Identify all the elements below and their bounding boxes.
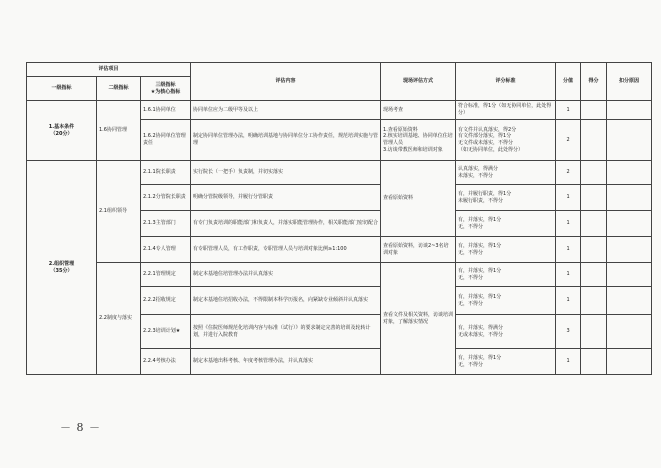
- sub-2-2: 2.2制度与落实: [97, 263, 141, 375]
- category-basic-label: 1.基本条件: [48, 123, 75, 130]
- score-2-2-4: 1: [556, 349, 581, 375]
- item-2-1-1: 2.1.1院长职责: [141, 161, 191, 185]
- standard-2-2-2: 有，并落实，得1分 无，不得分: [456, 287, 556, 315]
- score-2-1-2: 1: [556, 185, 581, 211]
- table-header-row-1: [27, 63, 652, 77]
- header-deduct: 扣分原因: [607, 63, 652, 101]
- method-2-1: 查看原始资料: [381, 161, 456, 237]
- content-2-2-4: 制定本基地出科考核、年度考核管理办法，并认真落实: [191, 349, 381, 375]
- header-level1: 一级指标: [27, 77, 97, 101]
- deduct-2-1-2: [607, 185, 652, 211]
- category-basic-points: （20分）: [50, 130, 73, 137]
- content-2-1-1: 实行院长（一把手）负责制，并切实落实: [191, 161, 381, 185]
- got-2-1-2: [581, 185, 607, 211]
- got-2-2-2: [581, 287, 607, 315]
- table-row: [27, 161, 652, 185]
- header-content: 评估内容: [191, 63, 381, 101]
- header-level3-title: 三级指标: [155, 81, 176, 88]
- standard-2-1-1: 认真落实，得满分 未落实，不得分: [456, 161, 556, 185]
- content-2-1-4: 有专职管理人员，有工作职责，专职管理人员与培训对象比例≥1:100: [191, 237, 381, 263]
- item-2-2-4: 2.2.4考核办法: [141, 349, 191, 375]
- item-2-1-4: 2.1.4专人管理: [141, 237, 191, 263]
- item-1-6-2: 1.6.2协同单位管理责任: [141, 120, 191, 161]
- item-2-2-3: 2.2.3培训计划★: [141, 315, 191, 349]
- method-2-1-4: 查看原始资料，访谈2~3名培训对象: [381, 237, 456, 263]
- header-level3: [141, 77, 191, 101]
- standard-2-2-3: 有，并落实，得满分 无或未落实，不得分: [456, 315, 556, 349]
- standard-2-2-1: 有，并落实，得1分 无，不得分: [456, 263, 556, 287]
- header-got: 得分: [581, 63, 607, 101]
- category-management-points: （35分）: [50, 267, 73, 274]
- content-1-6-2: 制定协同单位管理办法，明确培训基地与协同单位分工协作责任，规范培训实施与管理: [191, 120, 381, 161]
- content-2-1-2: 明确分管院级领导，并履行分管职责: [191, 185, 381, 211]
- got-2-1-1: [581, 161, 607, 185]
- score-2-2-2: 1: [556, 287, 581, 315]
- sub-2-1: 2.1组织领导: [97, 161, 141, 263]
- header-standard: 评分标准: [456, 63, 556, 101]
- standard-2-2-4: 有，并落实，得1分 无，不得分: [456, 349, 556, 375]
- category-management-label: 2.组织管理: [48, 260, 75, 267]
- deduct-2-2-4: [607, 349, 652, 375]
- method-1-6-2: 1.查看原始资料 2.核实培训基地、协同单位住培管理人员 3.访谈带教医师和培训对象: [381, 120, 456, 161]
- score-2-1-1: 2: [556, 161, 581, 185]
- got-1-6-2: [581, 120, 607, 161]
- score-2-2-3: 3: [556, 315, 581, 349]
- sub-1-6: 1.6协同管理: [97, 101, 141, 161]
- header-group: 评估项目: [27, 63, 191, 77]
- standard-1-6-2: 有文件并认真落实，得2分 有文件部分落实，得1分 无文件或未落实，不得分 （如无协同单位，此处得分）: [456, 120, 556, 161]
- score-2-1-3: 1: [556, 211, 581, 237]
- score-2-2-1: 1: [556, 263, 581, 287]
- header-method: 现场评估方式: [381, 63, 456, 101]
- standard-1-6-1: 符合标准，得1分（如无协同单位，此处得分）: [456, 101, 556, 120]
- content-2-2-2: 制定本基地住培招收办法，不得限制本科学历报名，向紧缺专业倾斜并认真落实: [191, 287, 381, 315]
- deduct-1-6-1: [607, 101, 652, 120]
- deduct-2-1-1: [607, 161, 652, 185]
- score-2-1-4: 1: [556, 237, 581, 263]
- header-score: 分值: [556, 63, 581, 101]
- table-row: [27, 101, 652, 120]
- content-1-6-1: 协同单位应为二级甲等及以上: [191, 101, 381, 120]
- deduct-2-2-3: [607, 315, 652, 349]
- content-2-2-3: 按照《住院医师规范化培训内容与标准（试行）》的要求制定完善的培训及轮转计划，并进行入院教育: [191, 315, 381, 349]
- deduct-2-1-3: [607, 211, 652, 237]
- item-2-2-2: 2.2.2招收规定: [141, 287, 191, 315]
- item-2-2-1: 2.2.1管理规定: [141, 263, 191, 287]
- item-1-6-1: 1.6.1协同单位: [141, 101, 191, 120]
- standard-2-1-2: 有，并履行职责，得1分 未履行职责，不得分: [456, 185, 556, 211]
- method-1-6-1: 现场考查: [381, 101, 456, 120]
- header-level3-note: ★为核心指标: [150, 88, 181, 95]
- table-row: [27, 263, 652, 287]
- standard-2-1-4: 有，并落实，得1分 无，不得分: [456, 237, 556, 263]
- deduct-1-6-2: [607, 120, 652, 161]
- header-level2: 二级指标: [97, 77, 141, 101]
- item-2-1-2: 2.1.2分管院长职责: [141, 185, 191, 211]
- deduct-2-2-2: [607, 287, 652, 315]
- got-1-6-1: [581, 101, 607, 120]
- deduct-2-1-4: [607, 237, 652, 263]
- method-2-2: 查看文件及相关资料，访谈培训对象，了解落实情况: [381, 263, 456, 375]
- got-2-2-4: [581, 349, 607, 375]
- score-1-6-1: 1: [556, 101, 581, 120]
- category-basic: [27, 101, 97, 161]
- assessment-table: [26, 62, 652, 375]
- got-2-1-3: [581, 211, 607, 237]
- deduct-2-2-1: [607, 263, 652, 287]
- standard-2-1-3: 有，并落实，得1分 无，不得分: [456, 211, 556, 237]
- got-2-2-3: [581, 315, 607, 349]
- content-2-1-3: 有专门负责培训的职能部门和负责人，并落实职能管理协作，相关职能部门密切配合: [191, 211, 381, 237]
- got-2-2-1: [581, 263, 607, 287]
- page-number: － 8 －: [60, 421, 101, 434]
- content-2-2-1: 制定本基地住培管理办法并认真落实: [191, 263, 381, 287]
- score-1-6-2: 2: [556, 120, 581, 161]
- category-management: [27, 161, 97, 375]
- item-2-1-3: 2.1.3主管部门: [141, 211, 191, 237]
- got-2-1-4: [581, 237, 607, 263]
